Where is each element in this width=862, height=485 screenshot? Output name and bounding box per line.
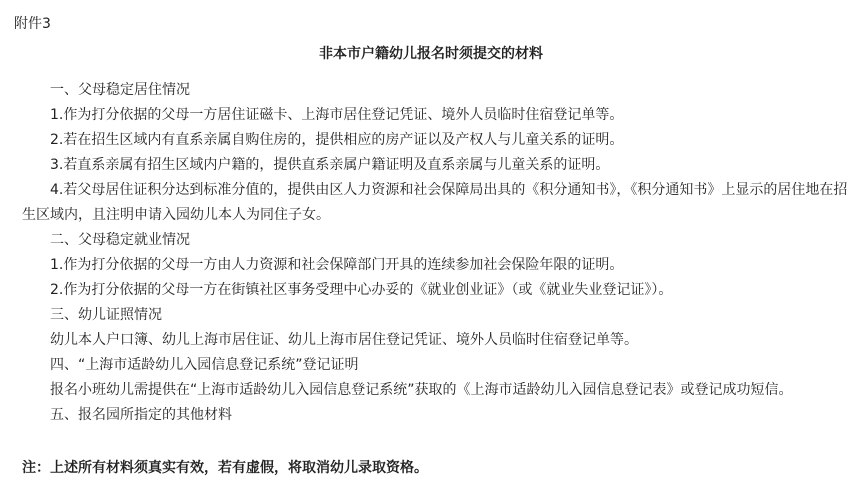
attachment-label: 附件3 bbox=[14, 16, 51, 32]
section-heading-4: 四、“上海市适龄幼儿入园信息登记系统”登记证明 bbox=[50, 357, 359, 373]
section-heading-2: 二、父母稳定就业情况 bbox=[50, 232, 190, 248]
list-item: 2.作为打分依据的父母一方在街镇社区事务受理中心办妥的《就业创业证》（或《就业失业登记证》）。 bbox=[50, 282, 673, 298]
list-item: 3.若直系亲属有招生区域内户籍的，提供直系亲属户籍证明及直系亲属与儿童关系的证明。 bbox=[50, 157, 610, 173]
list-item: 4.若父母居住证积分达到标准分值的，提供由区人力资源和社会保障局出具的《积分通知书》，《积分通知书》上显示的居住地在招生区域内，且注明申请入园幼儿本人为同住子女。 bbox=[22, 182, 848, 223]
list-item: 报名小班幼儿需提供在“上海市适龄幼儿入园信息登记系统”获取的《上海市适龄幼儿入园信息登记表》或登记成功短信。 bbox=[50, 382, 793, 398]
document-body bbox=[22, 78, 850, 428]
document-note: 注：上述所有材料须真实有效，若有虚假，将取消幼儿录取资格。 bbox=[22, 460, 428, 476]
list-item: 幼儿本人户口簿、幼儿上海市居住证、幼儿上海市居住登记凭证、境外人员临时住宿登记单等。 bbox=[50, 332, 638, 348]
section-heading-3: 三、幼儿证照情况 bbox=[50, 307, 162, 323]
document-title: 非本市户籍幼儿报名时须提交的材料 bbox=[319, 46, 543, 62]
list-item: 1.作为打分依据的父母一方由人力资源和社会保障部门开具的连续参加社会保险年限的证明。 bbox=[50, 257, 624, 273]
section-heading-5: 五、报名园所指定的其他材料 bbox=[50, 407, 232, 423]
list-item: 1.作为打分依据的父母一方居住证磁卡、上海市居住登记凭证、境外人员临时住宿登记单等。 bbox=[50, 107, 624, 123]
list-item: 2.若在招生区域内有直系亲属自购住房的，提供相应的房产证以及产权人与儿童关系的证明。 bbox=[50, 132, 624, 148]
section-heading-1: 一、父母稳定居住情况 bbox=[50, 82, 190, 98]
